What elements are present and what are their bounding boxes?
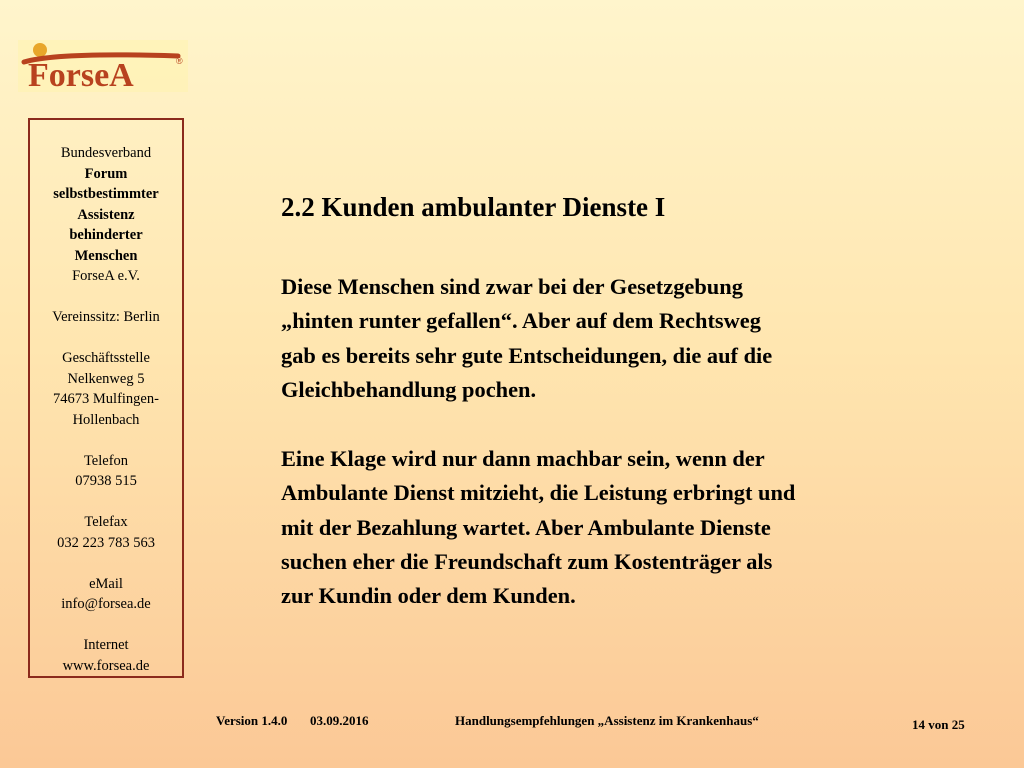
org-name-line: selbstbestimmter	[53, 186, 159, 202]
office-label: Geschäftsstelle	[62, 350, 150, 366]
org-name-line: Assistenz	[77, 206, 135, 223]
paragraph-line: Eine Klage wird nur dann machbar sein, wenn der	[281, 446, 765, 471]
paragraph-line: zur Kundin oder dem Kunden.	[281, 583, 576, 609]
paragraph-line: Ambulante Dienst mitzieht, die Leistung erbringt und	[281, 480, 796, 506]
contact-sidebar	[28, 118, 184, 678]
paragraph-line: gab es bereits sehr gute Entscheidungen, die auf die	[281, 342, 773, 368]
org-suffix: ForseA e.V.	[72, 268, 140, 284]
office-city: Hollenbach	[72, 411, 140, 428]
web-link[interactable]: www.forsea.de	[62, 657, 150, 674]
org-name-line: behinderter	[69, 227, 143, 243]
paragraph-1	[281, 270, 971, 407]
paragraph-line: „hinten runter gefallen“. Aber auf dem Rechtsweg	[281, 308, 761, 334]
fax-value: 032 223 783 563	[57, 534, 155, 551]
phone-label: Telefon	[83, 452, 129, 469]
footer-doc-title: Handlungsempfehlungen „Assistenz im Krankenhaus“	[455, 713, 759, 728]
paragraph-line: Gleichbehandlung pochen.	[281, 376, 537, 402]
web-label: Internet	[83, 637, 129, 653]
logo-text: ForseA	[28, 57, 134, 94]
paragraph-line: mit der Bezahlung wartet. Aber Ambulante Dienste	[281, 514, 771, 540]
forsea-logo-graphic	[18, 38, 190, 94]
footer-version: Version 1.4.0	[216, 713, 288, 728]
org-line: Bundesverband	[60, 145, 152, 161]
email-link[interactable]: info@forsea.de	[61, 596, 151, 612]
page-number: 14 von 25	[912, 717, 965, 732]
slide-title: 2.2 Kunden ambulanter Dienste I	[281, 192, 666, 222]
fax-label: Telefax	[84, 514, 128, 530]
email-label: eMail	[89, 575, 123, 592]
org-name-line: Forum	[84, 165, 128, 182]
office-street: Nelkenweg 5	[67, 370, 145, 387]
forsea-logo	[18, 38, 190, 94]
paragraph-line: Diese Menschen sind zwar bei der Gesetzgebung	[281, 274, 743, 299]
paragraph-line: suchen eher die Freundschaft zum Kostenträger als	[281, 548, 773, 574]
registered-mark: ®	[176, 56, 183, 66]
footer-date: 03.09.2016	[310, 713, 369, 728]
seat: Vereinssitz: Berlin	[52, 309, 160, 325]
org-name-line: Menschen	[74, 247, 138, 264]
phone-value: 07938 515	[75, 473, 137, 489]
office-city: 74673 Mulfingen-	[53, 391, 159, 407]
paragraph-2	[281, 442, 971, 613]
